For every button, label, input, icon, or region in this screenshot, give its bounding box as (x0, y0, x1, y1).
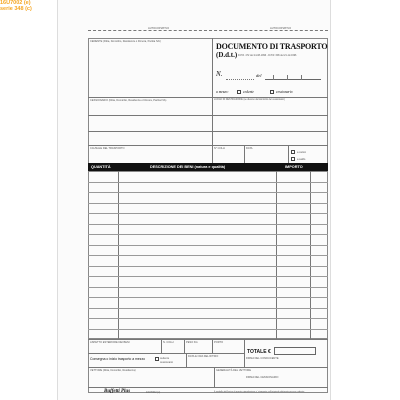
product-code-label (0, 0, 56, 22)
table-row[interactable] (88, 182, 328, 183)
flag-b-checkbox[interactable] (291, 157, 295, 161)
table-row[interactable] (88, 329, 328, 330)
cell-divider (244, 145, 245, 163)
section-line (88, 97, 328, 98)
date-tick (301, 75, 302, 80)
field-line (212, 115, 328, 116)
header-right-note: AUTOCOPIATIVO (270, 27, 292, 30)
table-row[interactable] (88, 224, 328, 225)
field-line (88, 115, 212, 116)
table-row[interactable] (88, 245, 328, 246)
delivery-recipient-label: cessionario (160, 361, 174, 364)
recipient-option-label: cessionario (276, 90, 293, 94)
cell-divider (244, 339, 245, 367)
recipient-checkbox[interactable] (270, 90, 274, 94)
table-row[interactable] (88, 192, 328, 193)
reason-label: CAUSALE DEL TRASPORTO (90, 147, 125, 150)
table-row[interactable] (88, 203, 328, 204)
shipment-label: N° COLLI (214, 147, 226, 150)
sender-checkbox[interactable] (237, 90, 241, 94)
section-line (88, 387, 328, 388)
date-tick (287, 75, 288, 80)
document-title: DOCUMENTO DI TRASPORTO (216, 42, 328, 51)
appearance-label: ASPETTO ESTERIORE DEI BENI (90, 341, 130, 344)
product-code-line1: 16U7002 (e) (0, 0, 31, 6)
document-subtitle: (D.d.t.) (216, 51, 238, 59)
perforation-line (88, 30, 328, 31)
table-row[interactable] (88, 318, 328, 319)
cell-divider (214, 367, 215, 387)
section-line (88, 339, 328, 340)
section-line (88, 145, 328, 146)
total-label (247, 349, 271, 355)
footer-note: Il modello dell'unico di questa riproduzione e' stampato sull'originale datterato presso cedente (214, 391, 305, 393)
packages-label: N. COLLI (163, 341, 174, 344)
total-field[interactable] (274, 347, 316, 355)
section-line (88, 353, 244, 354)
carrier-label: VETTORE (Ditta, Domicilio, Residenza) (90, 369, 136, 372)
col-description: DESCRIZIONE DEI BENI (natura e qualità) (150, 164, 226, 169)
table-row[interactable] (88, 213, 328, 214)
transport-date-label: DATA E ORA DEL RITIRO (188, 355, 219, 358)
legal-reference: D.P.R. 472 del 14-08-1996 - D.P.R. 696 del 21-12-1996 (238, 54, 297, 57)
driver-signature-label: FIRMA DEL CONDUCENTE (246, 357, 279, 360)
weight-label: PESO KG (186, 341, 198, 344)
goods-table-header (88, 163, 328, 171)
cell-divider (161, 339, 162, 353)
sender-label: CEDENTE (Ditta, Domicilio, Residenza o Dimora, Partita IVA) (90, 40, 161, 43)
product-code-line2: serie 348 (c) (0, 6, 32, 12)
recipient-signature-label: FIRMA DEL CESSIONARIO (246, 376, 279, 379)
table-row[interactable] (88, 287, 328, 288)
by-label: a mezzo: (216, 90, 229, 94)
total-text: TOTALE (247, 349, 267, 355)
brand-name: Buffetti Plus (104, 389, 131, 394)
currency-symbol: € (267, 349, 271, 355)
field-line (212, 131, 328, 132)
brand-logo (104, 389, 130, 394)
table-row[interactable] (88, 297, 328, 298)
section-line (88, 367, 328, 368)
table-row[interactable] (88, 276, 328, 277)
cell-divider (212, 339, 213, 353)
table-row[interactable] (88, 266, 328, 267)
delivery-line: Consegna o inizio trasporto a mezzo (90, 357, 146, 361)
carrier-name-label: GENERALITÀ DEL VETTORE (216, 369, 252, 372)
field-line (88, 131, 212, 132)
number-field[interactable] (226, 79, 254, 80)
table-row[interactable] (88, 255, 328, 256)
number-label: N. (216, 70, 223, 78)
date2-label: DATA (246, 147, 253, 150)
recipient-label: CESSIONARIO (Ditta, Domicilio, Residenza o Dimora, Partita IVA) (90, 99, 167, 102)
flag-b-label: a saldo (297, 158, 306, 161)
table-row[interactable] (88, 234, 328, 235)
cell-divider (186, 353, 187, 367)
cell-divider (184, 339, 185, 353)
table-row[interactable] (88, 308, 328, 309)
brand-code: 16U7002 (c) (146, 391, 161, 394)
delivery-sender-label: cedente (160, 357, 170, 360)
flag-a-checkbox[interactable] (291, 150, 295, 154)
date-label: del (256, 73, 262, 78)
flag-a-label: a carico (297, 151, 307, 154)
header-left-note: AUTOCOPIATIVO (148, 27, 170, 30)
port-label: PORTO (214, 341, 224, 344)
col-quantity: QUANTITÀ (91, 164, 111, 169)
date-tick (273, 75, 274, 80)
col-amount: IMPORTO (285, 164, 303, 169)
destination-label: LUOGO DI DESTINAZIONE (se diverso dal domicilio del cessionario) (214, 99, 285, 101)
cell-divider (288, 145, 289, 163)
delivery-sender-checkbox[interactable] (155, 357, 159, 361)
sender-option-label: cedente (243, 90, 254, 94)
